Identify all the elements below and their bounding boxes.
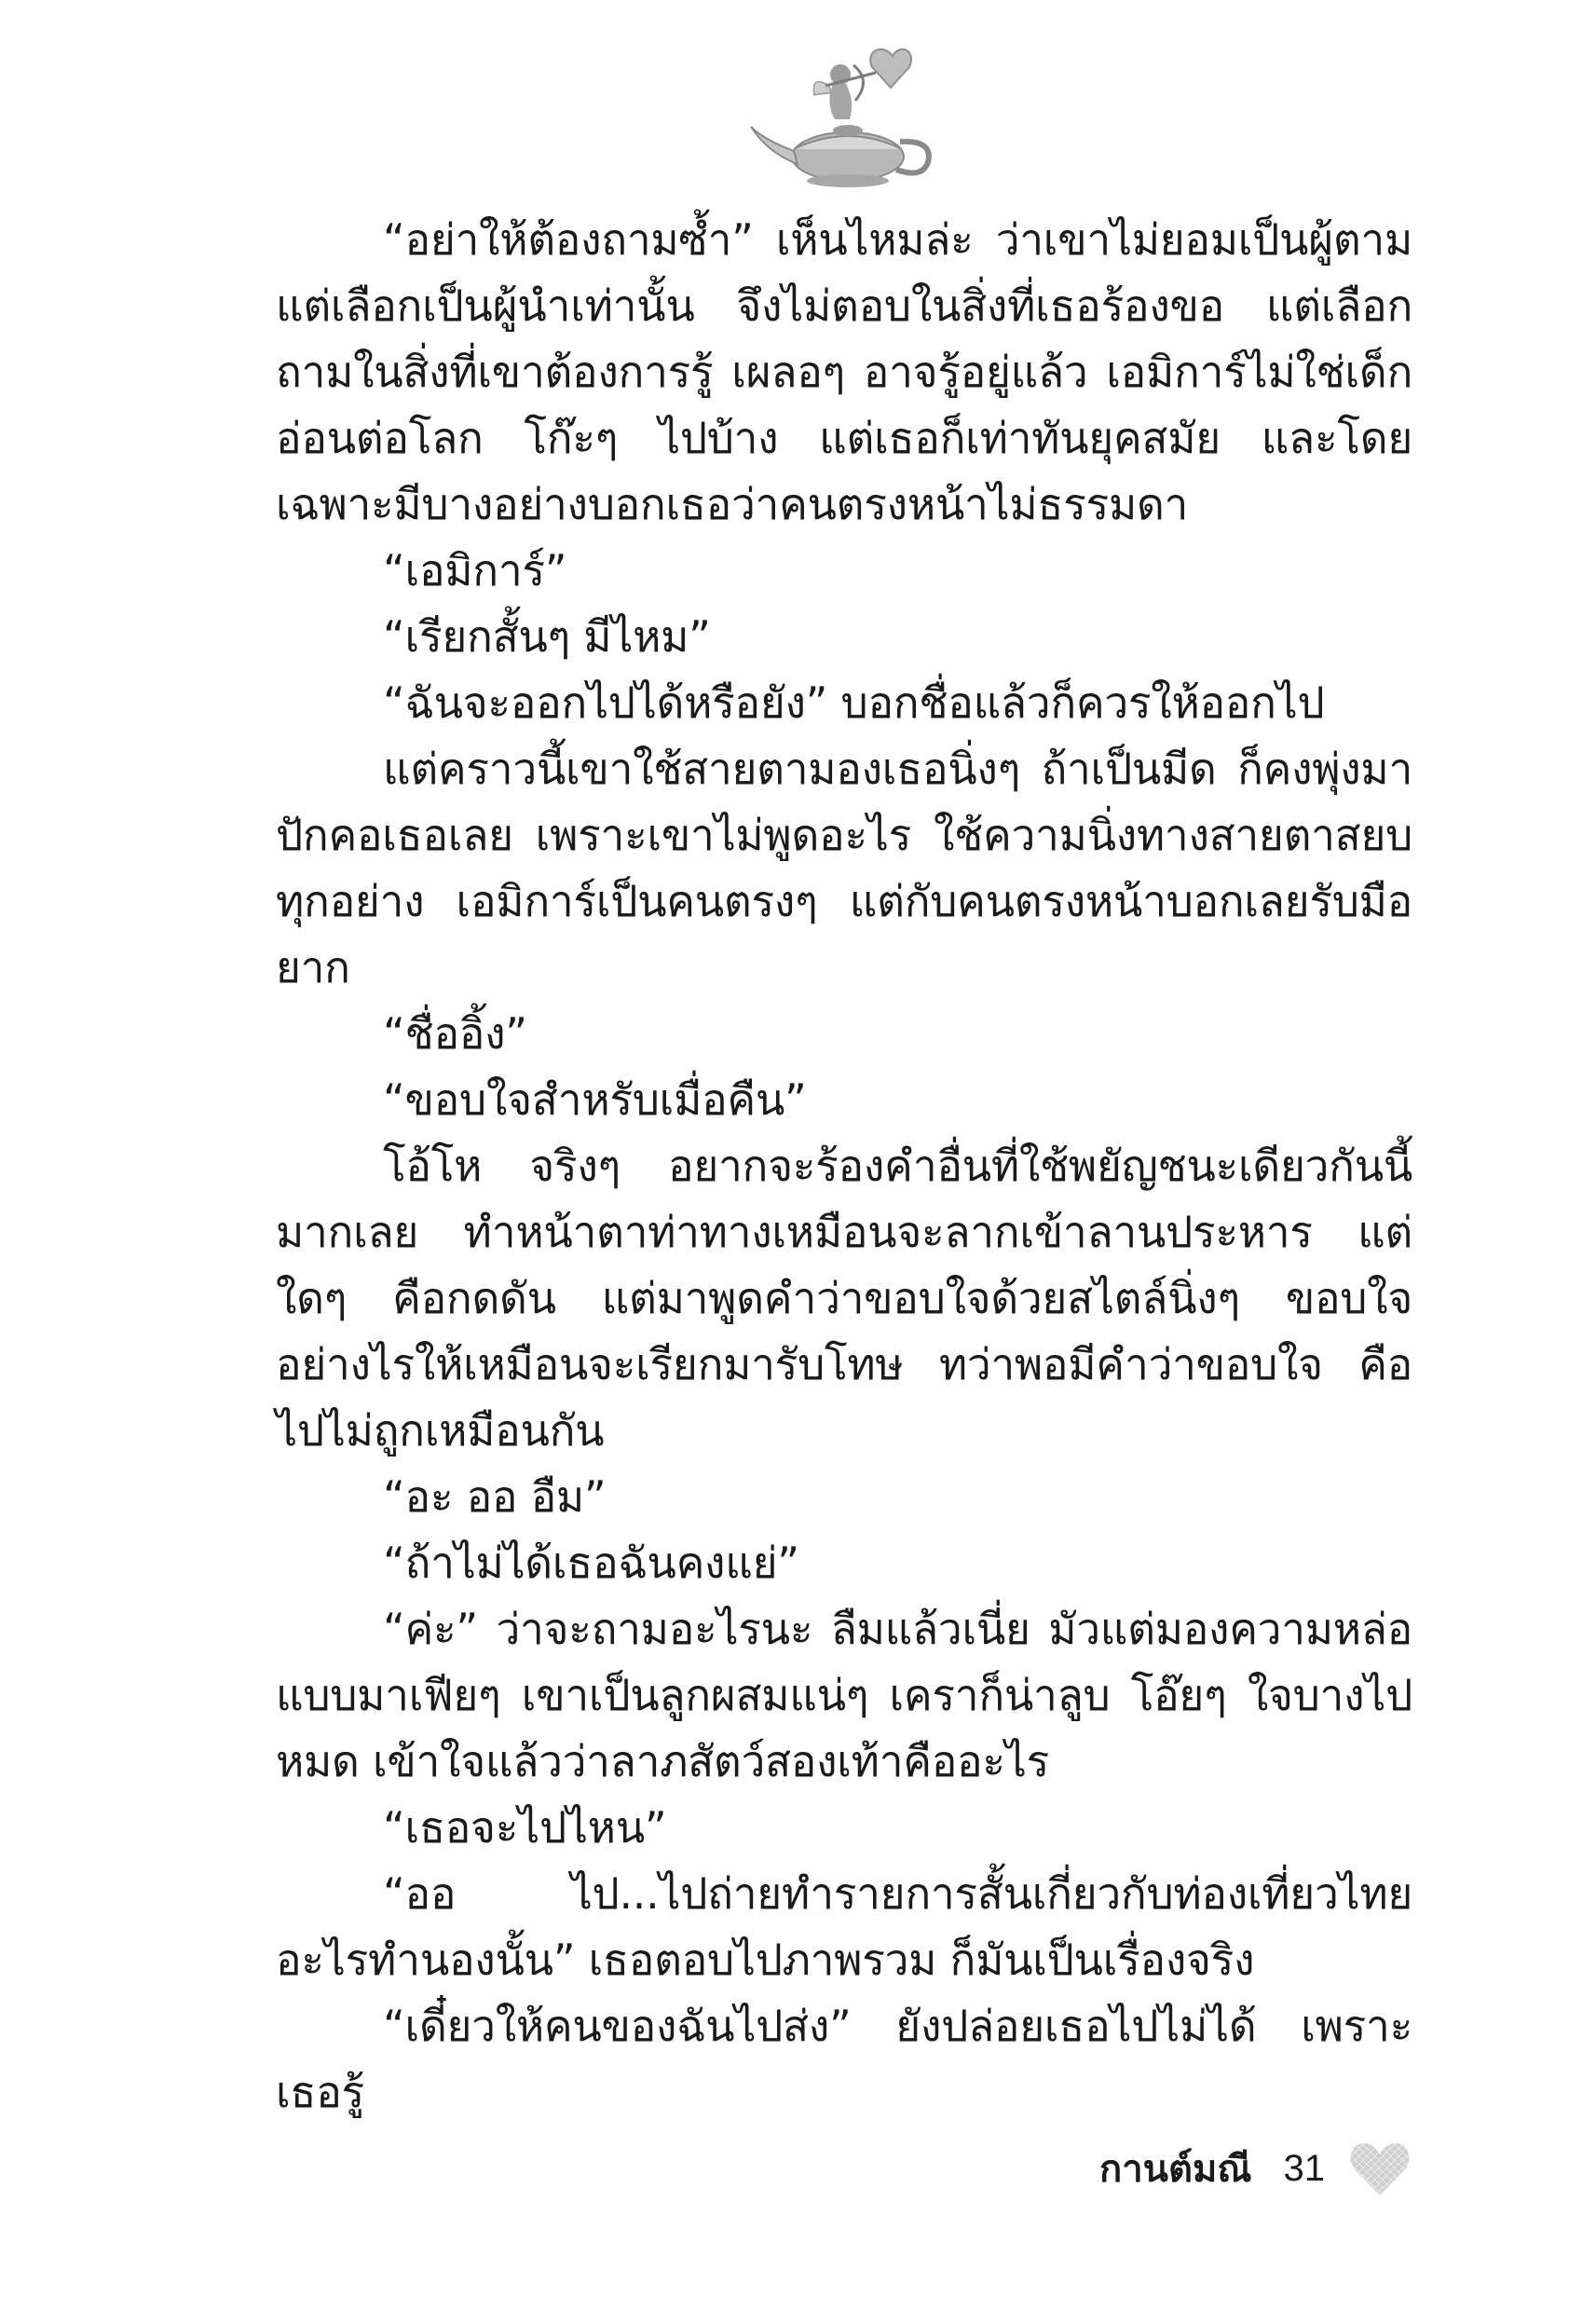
page-number: 31 [1283, 2147, 1325, 2189]
paragraph: “เดี๋ยวให้คนของฉันไปส่ง” ยังปล่อยเธอไปไม่ได้ เพราะเธอรู้ [276, 2001, 1412, 2117]
heart-icon [1347, 2136, 1412, 2201]
paragraph: แต่คราวนี้เขาใช้สายตามองเธอนิ่งๆ ถ้าเป็นมีด ก็คงพุ่งมาปักคอเธอเลย เพราะเขาไม่พูดอะไร ใช้ความนิ่งทางสายตาสยบทุกอย่าง เอมิการ์เป็นคนตรงๆ แต่กับคนตรงหน้าบอกเลยรับมือยาก [276, 744, 1412, 992]
book-title: กานต์มณี [1099, 2148, 1252, 2191]
paragraph: “ค่ะ” ว่าจะถามอะไรนะ ลืมแล้วเนี่ย มัวแต่มองความหล่อแบบมาเฟียๆ เขาเป็นลูกผสมแน่ๆ เคราก็น่าลูบ โอ๊ยๆ ใจบางไปหมด เข้าใจแล้วว่าลาภสัตว์สองเท้าคืออะไร [276, 1604, 1412, 1786]
paragraph: “ออ ไป...ไปถ่ายทำรายการสั้นเกี่ยวกับท่องเที่ยวไทย อะไรทำนองนั้น” เธอตอบไปภาพรวม ก็มันเป็นเรื่องจริง [276, 1868, 1412, 1985]
paragraph: “ขอบใจสำหรับเมื่อคืน” [383, 1074, 807, 1125]
paragraph: “เธอจะไปไหน” [383, 1802, 667, 1853]
paragraph: “ถ้าไม่ได้เธอฉันคงแย่” [383, 1538, 799, 1588]
paragraph: “อย่าให้ต้องถามซ้ำ” เห็นไหมล่ะ ว่าเขาไม่ยอมเป็นผู้ตาม แต่เลือกเป็นผู้นำเท่านั้น จึงไม่ตอบในสิ่งที่เธอร้องขอ แต่เลือกถามในสิ่งที่เขาต้องการรู้ เผลอๆ อาจรู้อยู่แล้ว เอมิการ์ไม่ใช่เด็กอ่อนต่อโลก โก๊ะๆ ไปบ้าง แต่เธอก็เท่าทันยุคสมัย และโดยเฉพาะมีบางอย่างบอกเธอว่าคนตรงหน้าไม่ธรรมดา [276, 214, 1412, 529]
cupid-teapot-ornament-icon [736, 37, 960, 205]
paragraph: “เอมิการ์” [383, 545, 567, 595]
paragraph: “เรียกสั้นๆ มีไหม” [383, 611, 711, 662]
page-body [276, 207, 1412, 2126]
page-footer [1099, 2126, 1412, 2210]
paragraph: “อะ ออ อืม” [383, 1471, 607, 1522]
paragraph: โอ้โห จริงๆ อยากจะร้องคำอื่นที่ใช้พยัญชนะเดียวกันนี้มากเลย ทำหน้าตาท่าทางเหมือนจะลากเข้าลานประหาร แต่ใดๆ คือกดดัน แต่มาพูดคำว่าขอบใจด้วยสไตล์นิ่งๆ ขอบใจอย่างไรให้เหมือนจะเรียกมารับโทษ ทว่าพอมีคำว่าขอบใจ คือไปไม่ถูกเหมือนกัน [276, 1141, 1412, 1456]
paragraph: “ชื่ออิ้ง” [383, 1008, 527, 1059]
paragraph: “ฉันจะออกไปได้หรือยัง” บอกชื่อแล้วก็ควรให้ออกไป [383, 677, 1325, 728]
